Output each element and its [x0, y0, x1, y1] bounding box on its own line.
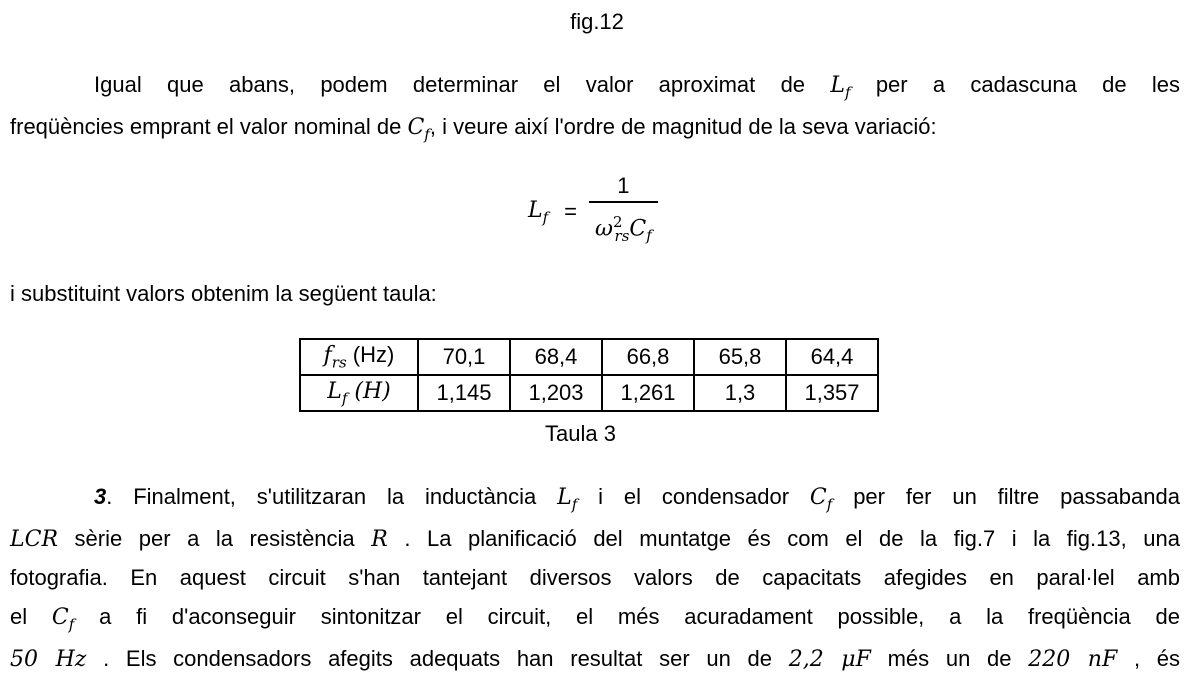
math-cf: $C_f$ — [51, 605, 75, 634]
text: per a cadascuna de les — [875, 72, 1180, 97]
text: per fer un filtre passabanda — [853, 484, 1180, 509]
values-table — [299, 338, 879, 412]
denominator: $\omega^2_{rs}C_f$ — [589, 201, 658, 253]
text: , és — [1133, 646, 1181, 671]
text: freqüències emprant el valor nominal de — [10, 114, 402, 139]
paragraph-line — [10, 518, 1180, 560]
row-header-frs: $f_{rs}$ (Hz) — [300, 339, 418, 375]
table-cell: 1,145 — [418, 375, 510, 411]
text: Igual que abans, podem determinar el valor aproximat de — [94, 72, 806, 97]
table-cell: 1,3 — [694, 375, 786, 411]
paragraph-line — [10, 596, 1180, 638]
table-cell: 1,357 — [786, 375, 878, 411]
math-lcr: LCR — [10, 527, 59, 552]
table-cell: 1,203 — [510, 375, 602, 411]
text: i el condensador — [598, 484, 790, 509]
paragraph-line — [10, 560, 1180, 596]
math-lf: $L_f$ — [557, 485, 578, 514]
paragraph-table-intro: i substituint valors obtenim la següent taula: — [10, 281, 437, 306]
math-lf: $L_f$ — [830, 73, 851, 102]
formula-lhs: $L_f$ — [528, 197, 549, 227]
equals-sign: = — [564, 199, 578, 224]
table-cell: 70,1 — [418, 339, 510, 375]
table-cell: 65,8 — [694, 339, 786, 375]
text: . La planificació del muntatge és com el de la fig.7 i la fig.13, una — [404, 526, 1180, 551]
math-cf: $C_f$ — [809, 485, 833, 514]
paragraph-line — [10, 64, 1180, 106]
math-220nf: 220 nF — [1028, 647, 1118, 672]
table-cell: 66,8 — [602, 339, 694, 375]
table-row — [300, 339, 878, 375]
text: . Finalment, s'utilitzaran la inductància — [106, 484, 537, 509]
text: . Els condensadors afegits adequats han resultat ser un de — [103, 646, 772, 671]
math-cf: $C_f$ — [407, 115, 430, 144]
text: més un de — [887, 646, 1012, 671]
text: el — [10, 604, 28, 629]
table-row — [300, 375, 878, 411]
row-header-lf: $L_f$ (H) — [300, 375, 418, 411]
math-2-2uf: 2,2 μF — [788, 647, 871, 672]
figure-caption: fig.12 — [570, 9, 624, 34]
fraction — [589, 171, 658, 253]
step-number: 3 — [94, 484, 107, 509]
table-cell: 68,4 — [510, 339, 602, 375]
paragraph-intro — [10, 64, 1180, 148]
formula-lf — [528, 172, 658, 252]
table-cell: 1,261 — [602, 375, 694, 411]
paragraph-step3 — [10, 476, 1180, 680]
text: , i veure així l'ordre de magnitud de la seva variació: — [429, 114, 937, 139]
table-caption: Taula 3 — [545, 421, 616, 446]
paragraph-line — [10, 476, 1180, 518]
math-50hz: 50 Hz — [10, 647, 87, 672]
table-cell: 64,4 — [786, 339, 878, 375]
text: sèrie per a la resistència — [74, 526, 355, 551]
text: a fi d'aconseguir sintonitzar el circuit, el més acuradament possible, a la freqüència de — [99, 604, 1180, 629]
numerator: 1 — [617, 173, 630, 199]
text: fotografia. En aquest circuit s'han tantejant diversos valors de capacitats afegides en paral·lel amb — [10, 565, 1180, 590]
paragraph-line — [10, 106, 1180, 148]
math-r: R — [371, 527, 388, 552]
